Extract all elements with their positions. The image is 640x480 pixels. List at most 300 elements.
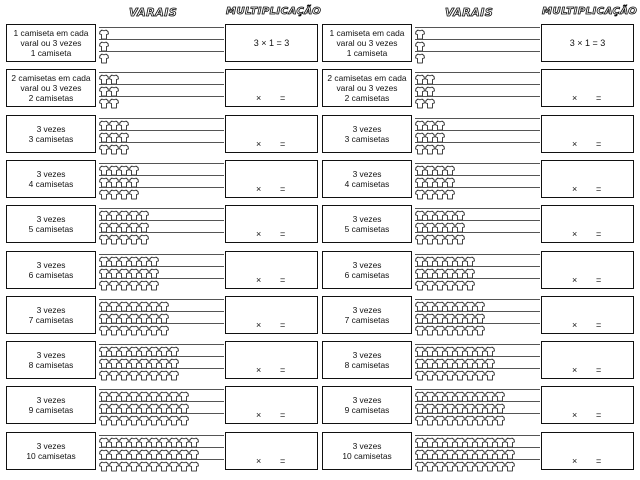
row-label: 3 vezes 5 camisetas: [6, 205, 96, 243]
t-shirt-icon: [129, 208, 139, 219]
t-shirt-icon: [415, 118, 425, 129]
t-shirt-icon: [495, 401, 505, 412]
t-shirt-icon: [169, 447, 179, 458]
t-shirt-icon: [189, 447, 199, 458]
t-shirt-icon: [475, 459, 485, 470]
worksheet-row: [4, 432, 320, 472]
row-label: 3 vezes 7 camisetas: [322, 296, 412, 334]
t-shirt-icon: [159, 447, 169, 458]
t-shirt-icon: [119, 323, 129, 334]
t-shirt-icon: [109, 311, 119, 322]
equals-sign: =: [280, 93, 286, 104]
t-shirt-icon: [475, 299, 485, 310]
equals-sign: =: [280, 319, 286, 330]
clothesline-group: [415, 386, 540, 426]
shirt-group: [415, 130, 445, 141]
multiplication-answer-box[interactable]: [225, 115, 318, 153]
multiplication-answer-box[interactable]: [225, 24, 318, 62]
t-shirt-icon: [455, 447, 465, 458]
t-shirt-icon: [415, 344, 425, 355]
worksheet-row: [320, 205, 636, 245]
t-shirt-icon: [425, 401, 435, 412]
t-shirt-icon: [109, 142, 119, 153]
t-shirt-icon: [159, 323, 169, 334]
times-sign: ×: [572, 365, 578, 376]
t-shirt-icon: [435, 208, 445, 219]
shirt-group: [99, 232, 149, 243]
t-shirt-icon: [425, 413, 435, 424]
t-shirt-icon: [455, 323, 465, 334]
clothesline-group: [99, 205, 224, 245]
times-sign: ×: [572, 229, 578, 240]
t-shirt-icon: [109, 459, 119, 470]
t-shirt-icon: [425, 96, 435, 107]
shirt-group: [99, 118, 129, 129]
t-shirt-icon: [159, 389, 169, 400]
worksheet-row: [4, 386, 320, 426]
t-shirt-icon: [99, 142, 109, 153]
t-shirt-icon: [139, 435, 149, 446]
worksheet-row: [320, 69, 636, 109]
equals-sign: =: [280, 410, 286, 421]
shirt-group: [99, 447, 199, 458]
clothesline-group: [415, 251, 540, 291]
multiplication-answer-box[interactable]: [225, 296, 318, 334]
t-shirt-icon: [179, 435, 189, 446]
t-shirt-icon: [129, 401, 139, 412]
t-shirt-icon: [129, 232, 139, 243]
t-shirt-icon: [415, 447, 425, 458]
t-shirt-icon: [455, 208, 465, 219]
t-shirt-icon: [465, 368, 475, 379]
t-shirt-icon: [119, 175, 129, 186]
multiplication-answer-box[interactable]: [541, 432, 634, 470]
t-shirt-icon: [435, 323, 445, 334]
shirt-group: [99, 401, 189, 412]
t-shirt-icon: [139, 413, 149, 424]
t-shirt-icon: [149, 435, 159, 446]
t-shirt-icon: [109, 401, 119, 412]
multiplication-answer-box[interactable]: [225, 432, 318, 470]
t-shirt-icon: [99, 130, 109, 141]
t-shirt-icon: [415, 208, 425, 219]
t-shirt-icon: [425, 163, 435, 174]
t-shirt-icon: [455, 220, 465, 231]
t-shirt-icon: [455, 311, 465, 322]
shirt-group: [415, 435, 515, 446]
equals-sign: =: [596, 138, 602, 149]
t-shirt-icon: [455, 389, 465, 400]
t-shirt-icon: [119, 232, 129, 243]
t-shirt-icon: [119, 311, 129, 322]
t-shirt-icon: [415, 368, 425, 379]
row-label: 3 vezes 4 camisetas: [322, 160, 412, 198]
t-shirt-icon: [99, 299, 109, 310]
t-shirt-icon: [119, 401, 129, 412]
row-label: 2 camisetas em cada varal ou 3 vezes 2 camisetas: [6, 69, 96, 107]
t-shirt-icon: [415, 27, 425, 38]
t-shirt-icon: [445, 278, 455, 289]
t-shirt-icon: [465, 447, 475, 458]
header-multiplicacao: MULTIPLICAÇÃO: [542, 6, 638, 17]
shirt-group: [415, 389, 505, 400]
clothesline-group: [415, 432, 540, 472]
shirt-group: [415, 208, 465, 219]
shirt-group: [415, 299, 485, 310]
t-shirt-icon: [415, 130, 425, 141]
worksheet-row: [4, 160, 320, 200]
shirt-group: [99, 368, 179, 379]
shirt-group: [99, 96, 119, 107]
t-shirt-icon: [129, 220, 139, 231]
t-shirt-icon: [99, 278, 109, 289]
t-shirt-icon: [415, 459, 425, 470]
t-shirt-icon: [99, 175, 109, 186]
t-shirt-icon: [109, 323, 119, 334]
t-shirt-icon: [179, 389, 189, 400]
t-shirt-icon: [169, 401, 179, 412]
t-shirt-icon: [465, 401, 475, 412]
t-shirt-icon: [445, 254, 455, 265]
t-shirt-icon: [119, 254, 129, 265]
shirt-group: [99, 72, 119, 83]
multiplication-answer-box[interactable]: [225, 386, 318, 424]
t-shirt-icon: [169, 389, 179, 400]
t-shirt-icon: [149, 278, 159, 289]
t-shirt-icon: [159, 435, 169, 446]
shirt-group: [415, 175, 455, 186]
t-shirt-icon: [149, 254, 159, 265]
t-shirt-icon: [465, 413, 475, 424]
t-shirt-icon: [99, 435, 109, 446]
t-shirt-icon: [435, 368, 445, 379]
clothesline-group: [99, 386, 224, 426]
times-sign: ×: [256, 229, 262, 240]
equals-sign: =: [280, 274, 286, 285]
t-shirt-icon: [149, 356, 159, 367]
t-shirt-icon: [149, 266, 159, 277]
row-label: 3 vezes 8 camisetas: [322, 341, 412, 379]
shirt-group: [415, 323, 485, 334]
t-shirt-icon: [425, 344, 435, 355]
t-shirt-icon: [505, 447, 515, 458]
t-shirt-icon: [169, 435, 179, 446]
t-shirt-icon: [189, 435, 199, 446]
shirt-group: [415, 266, 475, 277]
t-shirt-icon: [99, 232, 109, 243]
multiplication-answer-box[interactable]: [225, 69, 318, 107]
t-shirt-icon: [425, 266, 435, 277]
t-shirt-icon: [505, 435, 515, 446]
worksheet-row: [320, 160, 636, 200]
equals-sign: =: [596, 93, 602, 104]
clothesline: [415, 51, 540, 52]
header-varais: VARAIS: [129, 6, 178, 19]
worksheet-left: [4, 0, 320, 480]
t-shirt-icon: [119, 187, 129, 198]
multiplication-answer-box[interactable]: [541, 69, 634, 107]
worksheet-right: [320, 0, 636, 480]
shirt-group: [99, 187, 139, 198]
t-shirt-icon: [485, 368, 495, 379]
t-shirt-icon: [415, 299, 425, 310]
t-shirt-icon: [455, 299, 465, 310]
t-shirt-icon: [139, 356, 149, 367]
t-shirt-icon: [465, 299, 475, 310]
t-shirt-icon: [109, 435, 119, 446]
t-shirt-icon: [475, 323, 485, 334]
t-shirt-icon: [455, 344, 465, 355]
shirt-group: [99, 344, 179, 355]
t-shirt-icon: [179, 413, 189, 424]
t-shirt-icon: [109, 368, 119, 379]
equals-sign: =: [596, 410, 602, 421]
t-shirt-icon: [149, 447, 159, 458]
t-shirt-icon: [445, 401, 455, 412]
t-shirt-icon: [435, 299, 445, 310]
times-sign: ×: [256, 410, 262, 421]
shirt-group: [415, 142, 445, 153]
t-shirt-icon: [149, 323, 159, 334]
t-shirt-icon: [119, 368, 129, 379]
equals-sign: =: [280, 229, 286, 240]
t-shirt-icon: [129, 413, 139, 424]
multiplication-answer-box[interactable]: [541, 386, 634, 424]
times-sign: ×: [256, 93, 262, 104]
t-shirt-icon: [119, 142, 129, 153]
row-label: 3 vezes 10 camisetas: [6, 432, 96, 470]
t-shirt-icon: [495, 435, 505, 446]
multiplication-answer-box[interactable]: [541, 296, 634, 334]
shirt-group: [415, 118, 445, 129]
t-shirt-icon: [445, 459, 455, 470]
t-shirt-icon: [465, 311, 475, 322]
worksheet-row: [320, 296, 636, 336]
row-label: 1 camiseta em cada varal ou 3 vezes 1 camiseta: [6, 24, 96, 62]
times-sign: ×: [572, 138, 578, 149]
t-shirt-icon: [415, 278, 425, 289]
t-shirt-icon: [415, 232, 425, 243]
t-shirt-icon: [149, 344, 159, 355]
t-shirt-icon: [109, 413, 119, 424]
clothesline-group: [415, 160, 540, 200]
t-shirt-icon: [415, 96, 425, 107]
t-shirt-icon: [415, 187, 425, 198]
t-shirt-icon: [425, 84, 435, 95]
shirt-group: [415, 368, 495, 379]
t-shirt-icon: [445, 175, 455, 186]
t-shirt-icon: [415, 389, 425, 400]
multiplication-answer-box[interactable]: [541, 24, 634, 62]
clothesline-group: [99, 115, 224, 155]
t-shirt-icon: [139, 220, 149, 231]
multiplication-answer-box[interactable]: [541, 251, 634, 289]
t-shirt-icon: [425, 208, 435, 219]
multiplication-answer-box[interactable]: [225, 251, 318, 289]
t-shirt-icon: [169, 459, 179, 470]
shirt-group: [415, 413, 505, 424]
t-shirt-icon: [435, 311, 445, 322]
clothesline-group: [99, 251, 224, 291]
t-shirt-icon: [475, 413, 485, 424]
t-shirt-icon: [99, 27, 109, 38]
t-shirt-icon: [139, 278, 149, 289]
t-shirt-icon: [425, 323, 435, 334]
t-shirt-icon: [435, 175, 445, 186]
worksheet-row: [320, 341, 636, 381]
row-label: 2 camisetas em cada varal ou 3 vezes 2 camisetas: [322, 69, 412, 107]
t-shirt-icon: [465, 389, 475, 400]
t-shirt-icon: [109, 187, 119, 198]
t-shirt-icon: [445, 356, 455, 367]
t-shirt-icon: [149, 311, 159, 322]
shirt-group: [99, 142, 129, 153]
t-shirt-icon: [445, 323, 455, 334]
multiplication-answer-box[interactable]: [225, 160, 318, 198]
times-sign: ×: [256, 183, 262, 194]
header-multiplicacao: MULTIPLICAÇÃO: [226, 6, 322, 17]
t-shirt-icon: [425, 175, 435, 186]
t-shirt-icon: [435, 266, 445, 277]
t-shirt-icon: [99, 323, 109, 334]
multiplication-answer-box[interactable]: [225, 205, 318, 243]
t-shirt-icon: [435, 447, 445, 458]
multiplication-answer-box[interactable]: [541, 160, 634, 198]
shirt-group: [415, 72, 435, 83]
worksheet-row: [320, 24, 636, 64]
t-shirt-icon: [435, 435, 445, 446]
times-sign: ×: [572, 93, 578, 104]
shirt-group: [415, 84, 435, 95]
t-shirt-icon: [99, 447, 109, 458]
t-shirt-icon: [415, 142, 425, 153]
worksheet-row: [4, 69, 320, 109]
t-shirt-icon: [485, 413, 495, 424]
t-shirt-icon: [415, 435, 425, 446]
shirt-group: [99, 208, 149, 219]
t-shirt-icon: [445, 344, 455, 355]
t-shirt-icon: [485, 344, 495, 355]
t-shirt-icon: [425, 130, 435, 141]
t-shirt-icon: [109, 118, 119, 129]
t-shirt-icon: [495, 413, 505, 424]
t-shirt-icon: [109, 84, 119, 95]
t-shirt-icon: [139, 266, 149, 277]
clothesline-group: [415, 115, 540, 155]
equals-sign: =: [596, 319, 602, 330]
t-shirt-icon: [415, 311, 425, 322]
t-shirt-icon: [99, 72, 109, 83]
t-shirt-icon: [129, 368, 139, 379]
shirt-group: [99, 39, 109, 50]
t-shirt-icon: [139, 299, 149, 310]
t-shirt-icon: [99, 389, 109, 400]
row-label: 3 vezes 4 camisetas: [6, 160, 96, 198]
t-shirt-icon: [435, 278, 445, 289]
shirt-group: [415, 278, 475, 289]
t-shirt-icon: [99, 356, 109, 367]
t-shirt-icon: [445, 311, 455, 322]
t-shirt-icon: [485, 389, 495, 400]
t-shirt-icon: [129, 187, 139, 198]
t-shirt-icon: [169, 413, 179, 424]
t-shirt-icon: [425, 232, 435, 243]
t-shirt-icon: [159, 344, 169, 355]
times-sign: ×: [256, 365, 262, 376]
t-shirt-icon: [475, 344, 485, 355]
shirt-group: [99, 220, 149, 231]
t-shirt-icon: [149, 368, 159, 379]
t-shirt-icon: [109, 208, 119, 219]
multiplication-answer-box[interactable]: [225, 341, 318, 379]
t-shirt-icon: [425, 389, 435, 400]
t-shirt-icon: [455, 266, 465, 277]
t-shirt-icon: [455, 278, 465, 289]
multiplication-answer-box[interactable]: [541, 341, 634, 379]
equals-sign: =: [280, 455, 286, 466]
multiplication-answer-box[interactable]: [541, 205, 634, 243]
t-shirt-icon: [475, 389, 485, 400]
t-shirt-icon: [159, 356, 169, 367]
row-label: 3 vezes 6 camisetas: [6, 251, 96, 289]
t-shirt-icon: [139, 254, 149, 265]
shirt-group: [415, 344, 495, 355]
row-label: 3 vezes 7 camisetas: [6, 296, 96, 334]
t-shirt-icon: [465, 356, 475, 367]
clothesline-group: [415, 296, 540, 336]
t-shirt-icon: [425, 254, 435, 265]
shirt-group: [415, 254, 475, 265]
t-shirt-icon: [445, 163, 455, 174]
t-shirt-icon: [109, 254, 119, 265]
t-shirt-icon: [149, 413, 159, 424]
t-shirt-icon: [119, 356, 129, 367]
t-shirt-icon: [475, 368, 485, 379]
t-shirt-icon: [465, 459, 475, 470]
equals-sign: =: [280, 138, 286, 149]
t-shirt-icon: [129, 323, 139, 334]
row-label: 1 camiseta em cada varal ou 3 vezes 1 camiseta: [322, 24, 412, 62]
t-shirt-icon: [435, 163, 445, 174]
shirt-group: [99, 130, 129, 141]
t-shirt-icon: [149, 459, 159, 470]
t-shirt-icon: [139, 311, 149, 322]
t-shirt-icon: [435, 232, 445, 243]
times-sign: ×: [572, 274, 578, 285]
t-shirt-icon: [109, 299, 119, 310]
t-shirt-icon: [179, 401, 189, 412]
t-shirt-icon: [415, 51, 425, 62]
t-shirt-icon: [435, 356, 445, 367]
shirt-group: [99, 389, 189, 400]
clothesline-group: [415, 341, 540, 381]
t-shirt-icon: [139, 323, 149, 334]
clothesline-group: [99, 160, 224, 200]
t-shirt-icon: [455, 435, 465, 446]
t-shirt-icon: [139, 389, 149, 400]
row-label: 3 vezes 9 camisetas: [6, 386, 96, 424]
t-shirt-icon: [99, 401, 109, 412]
t-shirt-icon: [139, 368, 149, 379]
worksheet-row: [4, 205, 320, 245]
t-shirt-icon: [129, 447, 139, 458]
t-shirt-icon: [109, 96, 119, 107]
t-shirt-icon: [465, 435, 475, 446]
t-shirt-icon: [455, 413, 465, 424]
multiplication-answer-box[interactable]: [541, 115, 634, 153]
t-shirt-icon: [99, 266, 109, 277]
t-shirt-icon: [109, 163, 119, 174]
